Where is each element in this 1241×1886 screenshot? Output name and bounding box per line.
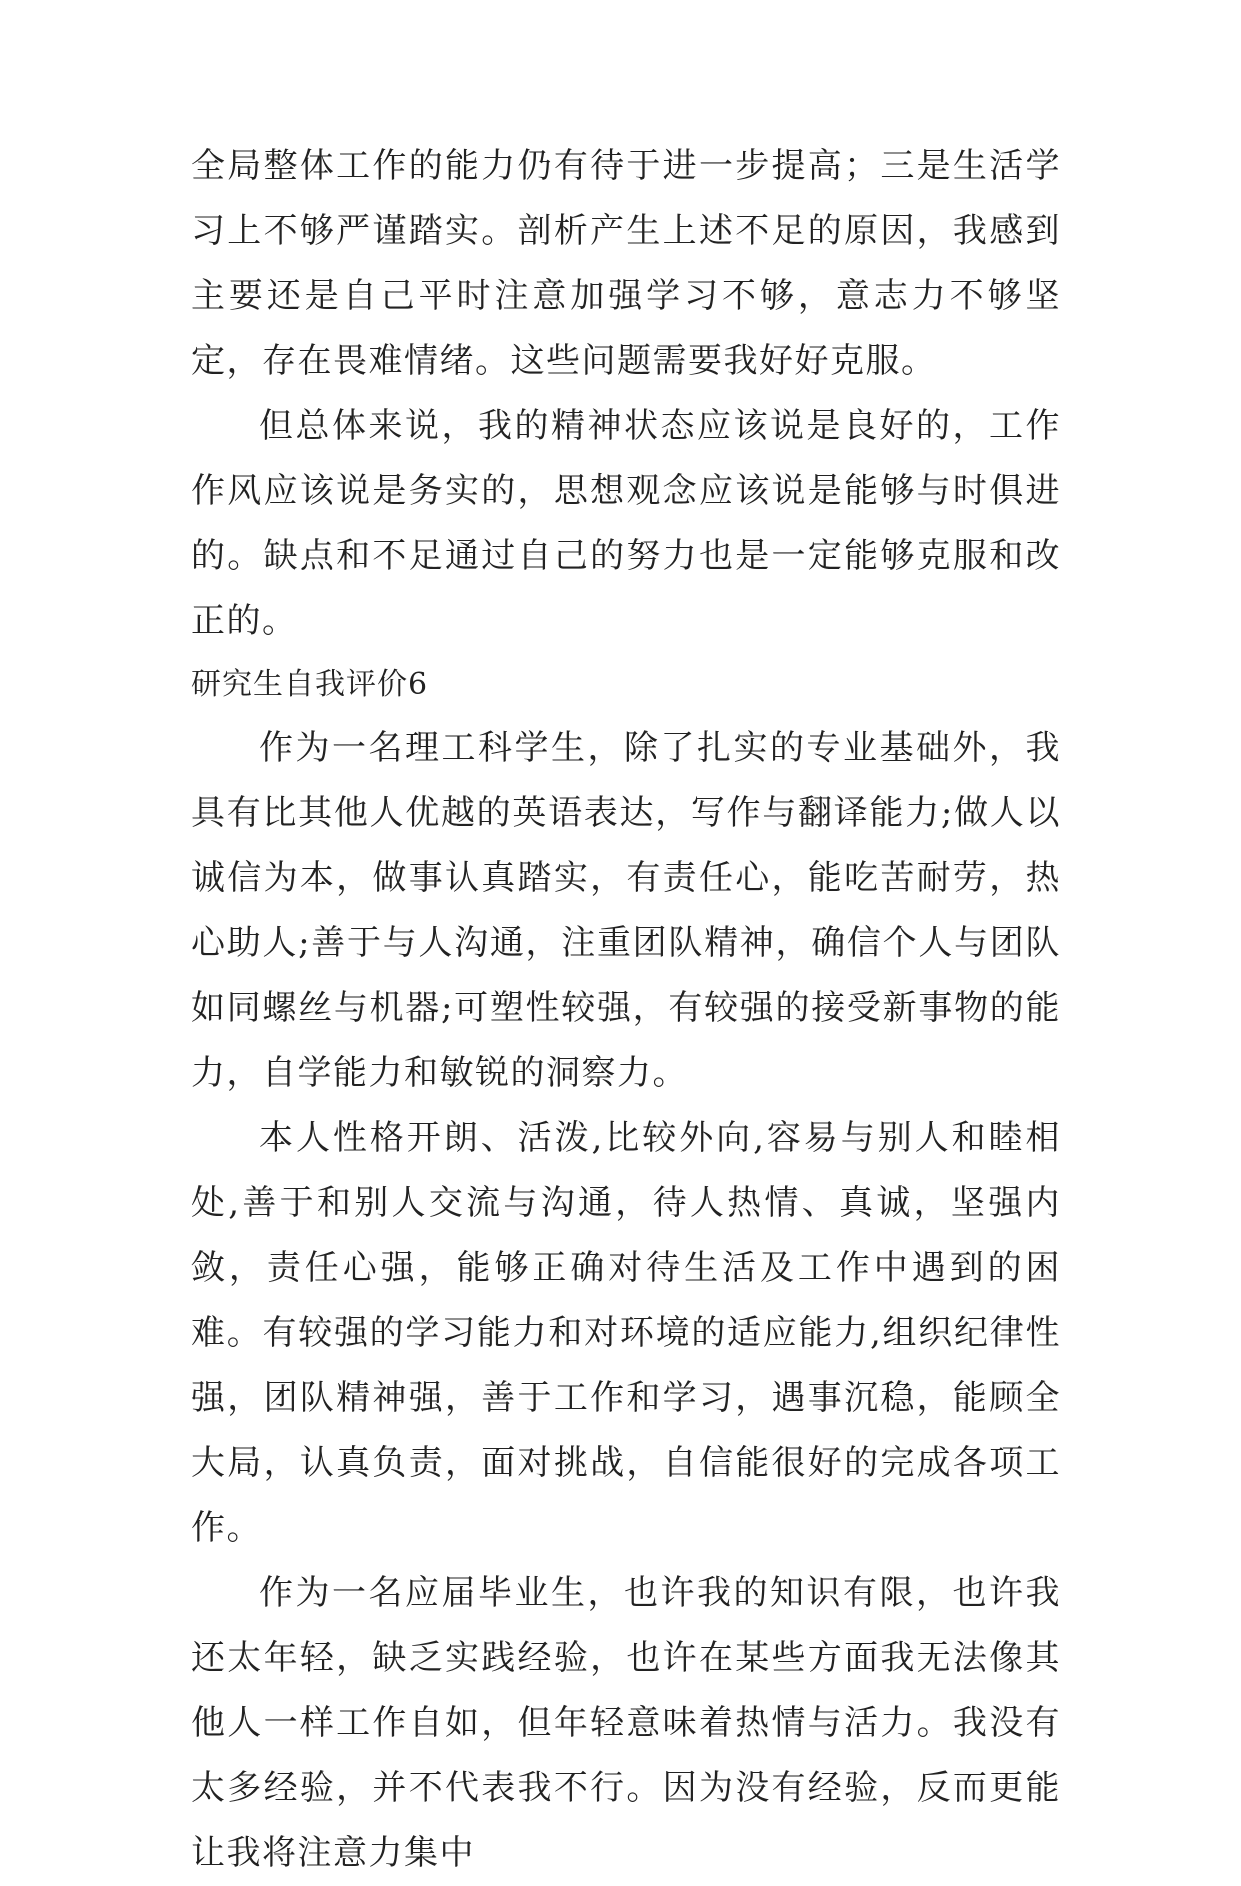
paragraph-summary: 但总体来说，我的精神状态应该说是良好的，工作作风应该说是务实的，思想观念应该说是能够与时俱进的。缺点和不足通过自己的努力也是一定能够克服和改正的。	[191, 406, 1061, 641]
paragraph-continued: 全局整体工作的能力仍有待于进一步提高；三是生活学习上不够严谨踏实。剖析产生上述不足的原因，我感到主要还是自己平时注意加强学习不够，意志力不够坚定，存在畏难情绪。这些问题需要我好好克服。	[191, 146, 1061, 381]
paragraph-graduate: 作为一名应届毕业生，也许我的知识有限，也许我还太年轻，缺乏实践经验，也许在某些方面我无法像其他人一样工作自如，但年轻意味着热情与活力。我没有太多经验，并不代表我不行。因为没有经验，反而更能让我将注意力集中	[191, 1573, 1061, 1873]
document-body	[191, 134, 1061, 1886]
section-title: 研究生自我评价6	[191, 667, 429, 702]
paragraph-strengths: 作为一名理工科学生，除了扎实的专业基础外，我具有比其他人优越的英语表达，写作与翻译能力;做人以诚信为本，做事认真踏实，有责任心，能吃苦耐劳，热心助人;善于与人沟通，注重团队精神，确信个人与团队如同螺丝与机器;可塑性较强，有较强的接受新事物的能力，自学能力和敏锐的洞察力。	[191, 728, 1061, 1093]
paragraph-personality: 本人性格开朗、活泼,比较外向,容易与别人和睦相处,善于和别人交流与沟通，待人热情、真诚，坚强内敛，责任心强，能够正确对待生活及工作中遇到的困难。有较强的学习能力和对环境的适应能力,组织纪律性强，团队精神强，善于工作和学习，遇事沉稳，能顾全大局，认真负责，面对挑战，自信能很好的完成各项工作。	[191, 1118, 1061, 1548]
